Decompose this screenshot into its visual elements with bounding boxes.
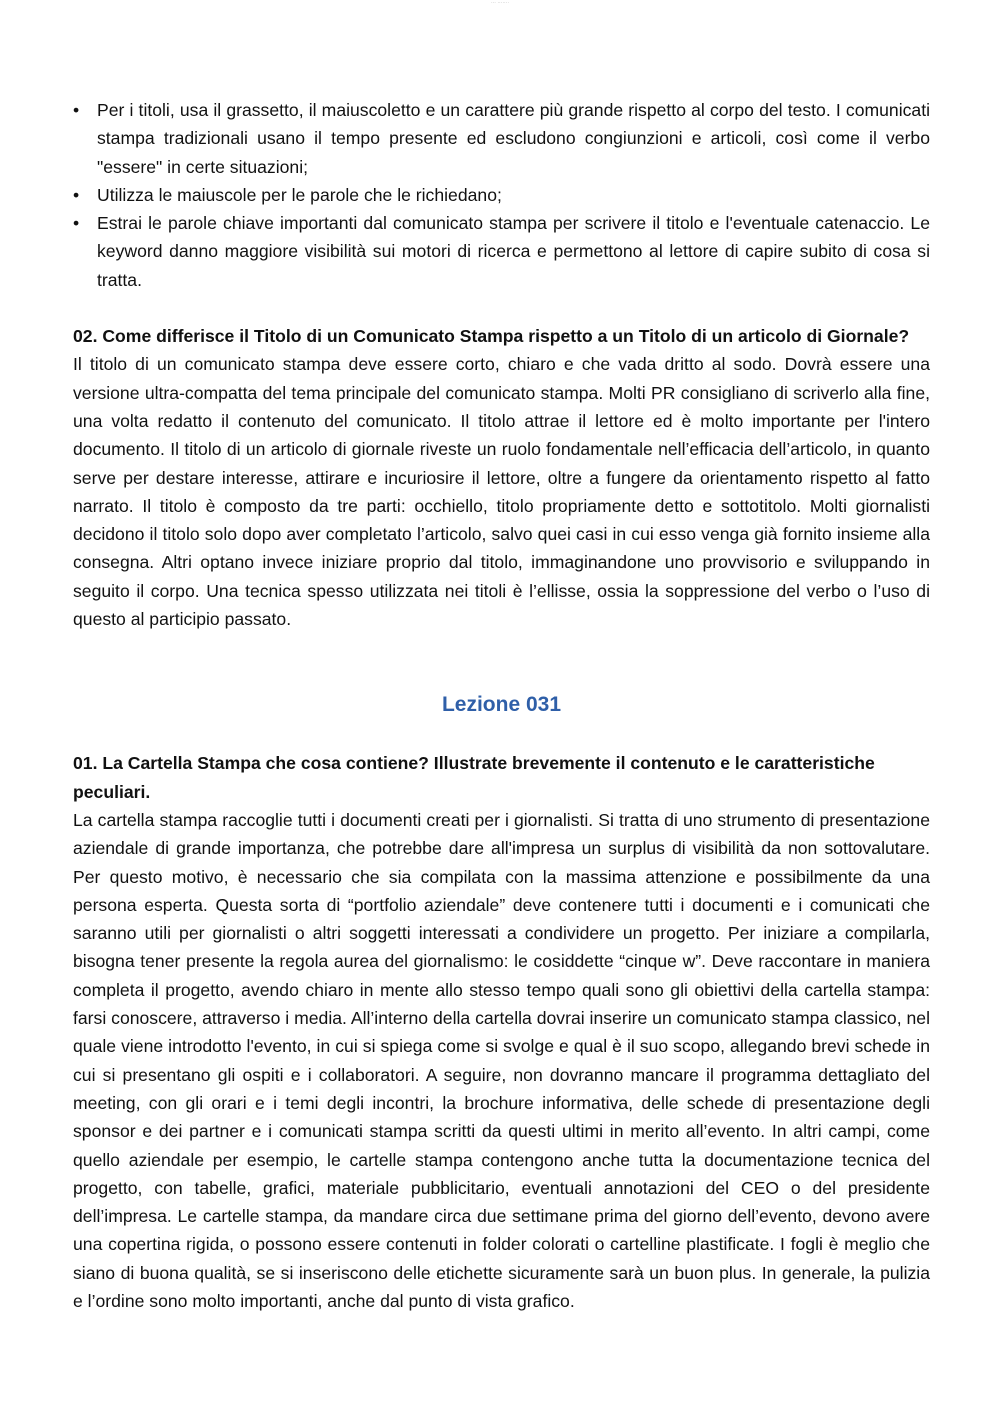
lesson-title: Lezione 031 bbox=[441, 693, 562, 717]
bullet-item: • Per i titoli, usa il grassetto, il maiuscoletto e un carattere più grande rispetto al corpo del testo. I comunicati stampa tradizionali usano il tempo presente ed escludono congiunzioni e articoli, così come il verbo "essere" in certe situazioni; bbox=[73, 96, 930, 181]
question-heading: 02. Come differisce il Titolo di un Comunicato Stampa rispetto a un Titolo di un articolo di Giornale? bbox=[73, 326, 910, 347]
bullet-item: • Estrai le parole chiave importanti dal comunicato stampa per scrivere il titolo e l'eventuale catenaccio. Le keyword danno maggiore visibilità sui motori di ricerca e permettono al lettore di capire subito di cosa si tratta. bbox=[73, 209, 930, 294]
document-page bbox=[73, 96, 930, 1315]
answer-paragraph: Il titolo di un comunicato stampa deve essere corto, chiaro e che vada dritto al sodo. Dovrà essere una versione ultra-compatta del tema principale del comunicato stampa. Molti PR consigliano di scriverlo alla fine, una volta redatto il contenuto del comunicato. Il titolo attrae il lettore ed è molto importante per l'intero documento. Il titolo di un articolo di giornale riveste un ruolo fondamentale nell’efficacia dell’articolo, in quanto serve per destare interesse, attirare e incuriosire il lettore, oltre a fungere da orientamento rispetto al fatto narrato. Il titolo è composto da tre parti: occhiello, titolo propriamente detto e sottotitolo. Molti giornalisti decidono il titolo solo dopo aver completato l’articolo, salvo quei casi in cui esso venga già fornito insieme alla consegna. Altri optano invece iniziare proprio dal titolo, immaginandone uno provvisorio e sviluppando in seguito il corpo. Una tecnica spesso utilizzata nei titoli è l’ellisse, ossia la soppressione del verbo o l’uso di questo al participio passato. bbox=[73, 354, 930, 630]
tips-bullet-list bbox=[73, 96, 930, 294]
answer-paragraph: La cartella stampa raccoglie tutti i documenti creati per i giornalisti. Si tratta di uno strumento di presentazione aziendale di grande importanza, che potrebbe dare all'impresa un surplus di visibilità da non sottovalutare. Per questo motivo, è necessario che sia compilata con la massima attenzione e possibilmente da una persona esperta. Questa sorta di “portfolio aziendale” deve contenere tutti i documenti e i comunicati che saranno utili per giornalisti o altri soggetti interessati a condividere un progetto. Per iniziare a compilarla, bisogna tener presente la regola aurea del giornalismo: le cosiddette “cinque w”. Deve raccontare in maniera completa il progetto, avendo chiaro in mente allo stesso tempo quali sono gli obiettivi della cartella stampa: farsi conoscere, attraverso i media. All’interno della cartella dovrai inserire un comunicato stampa classico, nel quale viene introdotto l'evento, in cui si spiega come si svolge e qual è il suo scopo, allegando brevi schede in cui si presentano gli ospiti e i collaboratori. A seguire, non dovranno mancare il programma dettagliato del meeting, con gli orari e i temi degli incontri, la brochure informativa, delle schede di presentazione degli sponsor e dei partner e i comunicati stampa scritti da questi ultimi in merito all’evento. In altri campi, come quello aziendale per esempio, le cartelle stampa contengono anche tutta la documentazione tecnica del progetto, con tabelle, grafici, materiale pubblicitario, eventuali annotazioni del CEO o del presidente dell’impresa. Le cartelle stampa, da mandare circa due settimane prima del giorno dell’evento, devono avere una copertina rigida, o possono essere contenuti in folder colorati o cartelline plastificate. I fogli è meglio che siano di buona qualità, se si inseriscono delle etichette sicuramente sarà un buon plus. In generale, la pulizia e l’ordine sono molto importanti, anche dal punto di vista grafico. bbox=[73, 809, 930, 1311]
bullet-item: • Utilizza le maiuscole per le parole che le richiedano; bbox=[73, 181, 930, 209]
question-heading: 01. La Cartella Stampa che cosa contiene? Illustrate brevemente il contenuto e le caratteristiche peculiari. bbox=[73, 753, 875, 802]
page-header-mark: ··· ······· bbox=[490, 0, 510, 6]
